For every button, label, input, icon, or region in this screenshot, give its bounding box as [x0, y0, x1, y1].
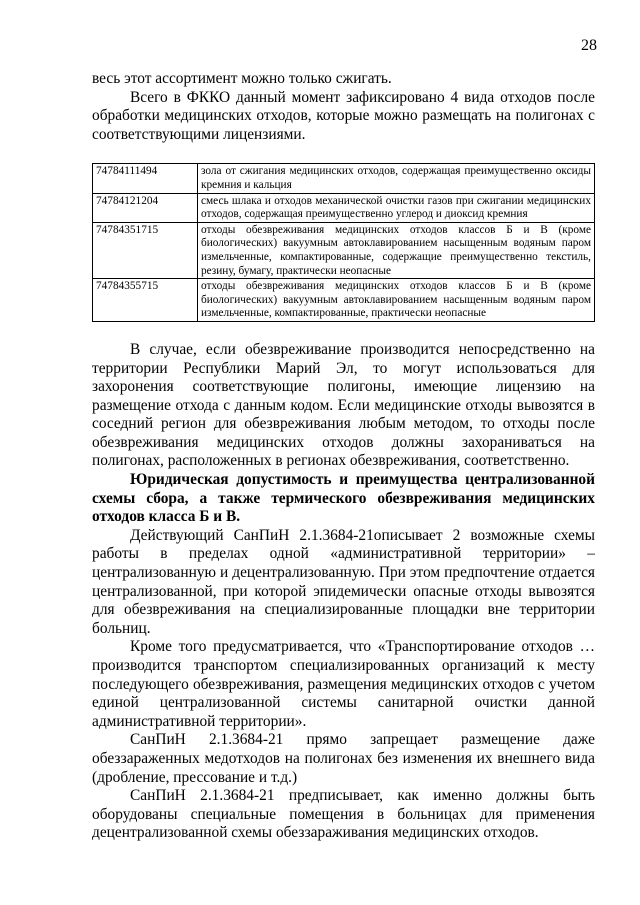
waste-code-cell: 74784121204 — [93, 193, 198, 222]
document-body — [92, 70, 595, 843]
waste-codes-table — [92, 163, 595, 322]
waste-code-cell: 74784111494 — [93, 164, 198, 193]
paragraph-landfill-ban: СанПиН 2.1.3684-21 прямо запрещает размещение даже обеззараженных медотходов на полигонах без изменения их внешнего вида (дробление, прессование и т.д.) — [92, 731, 595, 786]
paragraph-sanpin-schemes: Действующий СанПиН 2.1.3684-21описывает 2 возможные схемы работы в пределах одной «административной территории» – централизованную и децентрализованную. При этом предпочтение отдается централизованной, при которой эпидемически опасные отходы вывозятся для обезвреживания на специализированные площадки вне территории больниц. — [92, 526, 595, 637]
table-row — [93, 193, 595, 222]
waste-description-cell: отходы обезвреживания медицинских отходов классов Б и В (кроме биологических) вакуумным автоклавированием насыщенным водяным паром измельченные, компактированные, практически неопасные — [198, 279, 595, 322]
paragraph-transport-quote: Кроме того предусматривается, что «Транспортирование отходов … производится транспортом специализированных организаций к месту последующего обезвреживания, размещения медицинских отходов с учетом единой централизованной системы санитарной очистки данной административной территории». — [92, 638, 595, 730]
waste-description-cell: смесь шлака и отходов механической очистки газов при сжигании медицинских отходов, содержащая преимущественно углерод и диоксид кремния — [198, 193, 595, 222]
waste-code-cell: 74784351715 — [93, 222, 198, 278]
page-number: 28 — [581, 37, 597, 54]
paragraph-disposal-region: В случае, если обезвреживание производится непосредственно на территории Республики Марий Эл, то могут использоваться для захоронения соответствующие полигоны, имеющие лицензию на размещение отхода с данным кодом. Если медицинские отходы вывозятся в соседний регион для обезвреживания любым методом, то отходы после обезвреживания медицинских отходов должны захораниваться на полигонах, расположенных в регионах обезвреживания, соответственно. — [92, 340, 595, 470]
paragraph-fkko-summary: Всего в ФККО данный момент зафиксировано 4 вида отходов после обработки медицинских отходов, которые можно размещать на полигонах с соответствующими лицензиями. — [92, 88, 595, 143]
waste-description-cell: отходы обезвреживания медицинских отходов классов Б и В (кроме биологических) вакуумным автоклавированием насыщенным водяным паром измельченные, компактированные, содержащие преимущественно текстиль, резину, бумагу, практически неопасные — [198, 222, 595, 278]
table-row — [93, 222, 595, 278]
waste-code-cell: 74784355715 — [93, 279, 198, 322]
paragraph-hospital-rooms: СанПиН 2.1.3684-21 предписывает, как именно должны быть оборудованы специальные помещения в больницах для применения децентрализованной схемы обеззараживания медицинских отходов. — [92, 787, 595, 842]
table-row — [93, 279, 595, 322]
waste-description-cell: зола от сжигания медицинских отходов, содержащая преимущественно оксиды кремния и кальция — [198, 164, 595, 193]
table-row — [93, 164, 595, 193]
section-heading: Юридическая допустимость и преимущества централизованной схемы сбора, а также термического обезвреживания медицинских отходов класса Б и В. — [92, 471, 595, 526]
paragraph-continuation: весь этот ассортимент можно только сжигать. — [92, 70, 392, 87]
